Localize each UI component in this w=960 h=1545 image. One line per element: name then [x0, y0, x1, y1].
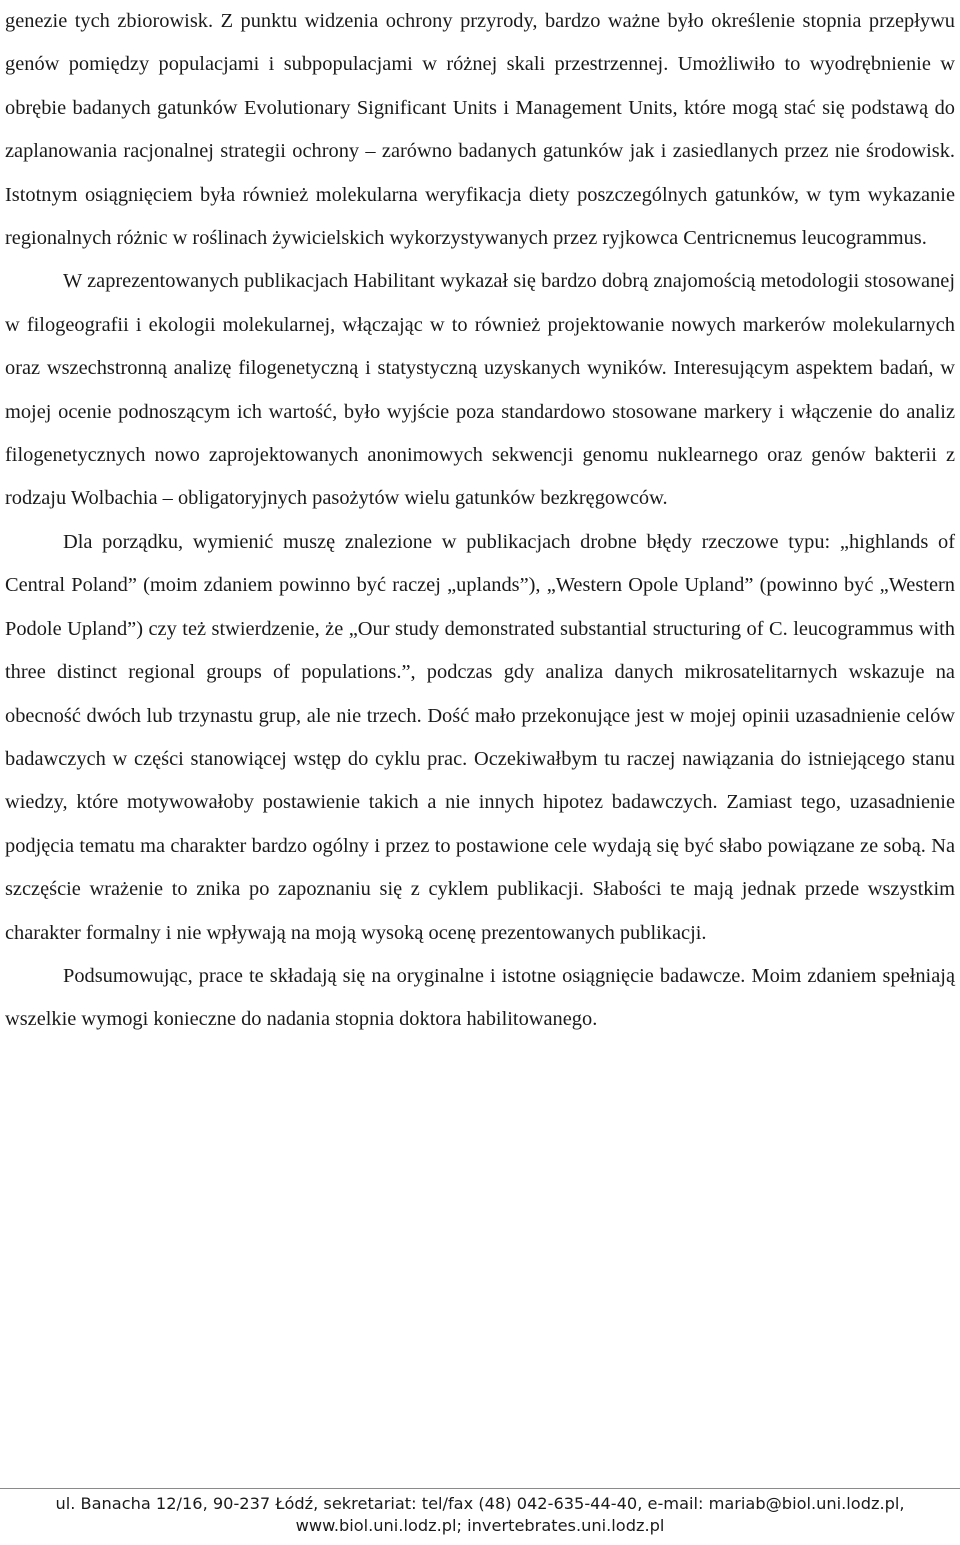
paragraph-continuation: genezie tych zbiorowisk. Z punktu widzenia ochrony przyrody, bardzo ważne było określenie stopnia przepływu genów pomiędzy populacjami i subpopulacjami w różnej skali przestrzennej. Umożliwiło to wyodrębnienie w obrębie badanych gatunków Evolutionary Significant Units i Management Units, które mogą stać się podstawą do zaplanowania racjonalnej strategii ochrony – zarówno badanych gatunków jak i zasiedlanych przez nie środowisk. Istotnym osiągnięciem była również molekularna weryfikacja diety poszczególnych gatunków, w tym wykazanie regionalnych różnic w roślinach żywicielskich wykorzystywanych przez ryjkowca Centricnemus leucogrammus. — [5, 10, 955, 250]
document-body — [5, 0, 955, 1042]
footer-websites: www.biol.uni.lodz.pl; invertebrates.uni.lodz.pl — [295, 1516, 665, 1535]
paragraph-remarks: Dla porządku, wymienić muszę znalezione w publikacjach drobne błędy rzeczowe typu: „highlands of Central Poland” (moim zdaniem powinno być raczej „uplands”), „Western Opole Upland” (powinno być „Western Podole Upland”) czy też stwierdzenie, że „Our study demonstrated substantial structuring of C. leucogrammus with three distinct regional groups of populations.”, podczas gdy analiza danych mikrosatelitarnych wskazuje na obecność dwóch lub trzynastu grup, ale nie trzech. Dość mało przekonujące jest w mojej opinii uzasadnienie celów badawczych w części stanowiącej wstęp do cyklu prac. Oczekiwałbym tu raczej nawiązania do istniejącego stanu wiedzy, które motywowałoby postawienie takich a nie innych hipotez badawczych. Zamiast tego, uzasadnienie podjęcia tematu ma charakter bardzo ogólny i przez to postawione cele wydają się być słabo powiązane ze sobą. Na szczęście wrażenie to znika po zapoznaniu się z cyklem publikacji. Słabości te mają jednak przede wszystkim charakter formalny i nie wpływają na moją wysoką ocenę prezentowanych publikacji. — [5, 530, 955, 944]
footer-address: ul. Banacha 12/16, 90-237 Łódź, sekretariat: tel/fax (48) 042-635-44-40, e-mail: mariab@biol.uni.lodz.pl, — [55, 1494, 905, 1513]
paragraph-methodology: W zaprezentowanych publikacjach Habilitant wykazał się bardzo dobrą znajomością metodologii stosowanej w filogeografii i ekologii molekularnej, włączając w to również projektowanie nowych markerów molekularnych oraz wszechstronną analizę filogenetyczną i statystyczną uzyskanych wyników. Interesującym aspektem badań, w mojej ocenie podnoszącym ich wartość, było wyjście poza standardowo stosowane markery i włączenie do analiz filogenetycznych nowo zaprojektowanych anonimowych sekwencji genomu nuklearnego oraz genów bakterii z rodzaju Wolbachia – obligatoryjnych pasożytów wielu gatunków bezkręgowców. — [5, 270, 955, 510]
paragraph-summary: Podsumowując, prace te składają się na oryginalne i istotne osiągnięcie badawcze. Moim zdaniem spełniają wszelkie wymogi konieczne do nadania stopnia doktora habilitowanego. — [5, 964, 955, 1031]
footer-divider — [0, 1488, 960, 1489]
page-footer — [0, 1493, 960, 1537]
